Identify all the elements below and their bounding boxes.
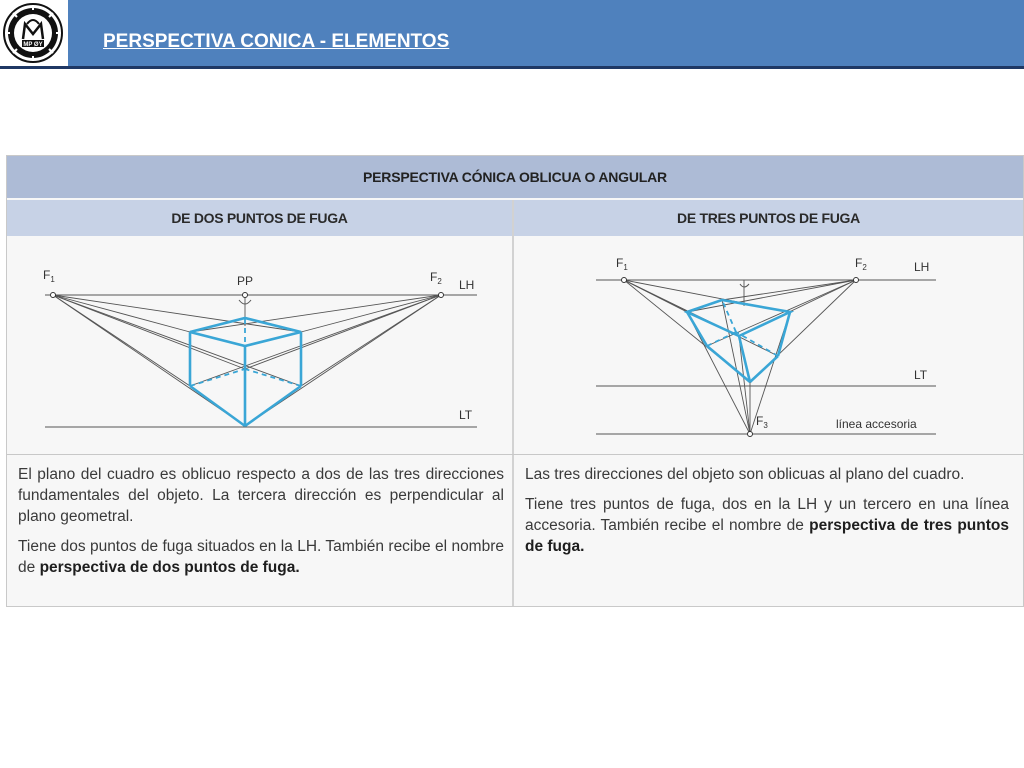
two-point-perspective-diagram xyxy=(7,236,512,454)
logo xyxy=(0,0,68,66)
label-lt: LT xyxy=(459,408,473,422)
description-two-points xyxy=(18,464,504,587)
perspective-figure xyxy=(6,155,1024,607)
label-f3: $F_3$ xyxy=(756,414,768,430)
section-divider xyxy=(7,454,1023,455)
label-f1: $F_1$ xyxy=(616,256,628,272)
label-f2: $F_2$ xyxy=(430,270,442,286)
description-three-points xyxy=(525,464,1009,566)
label-lh: LH xyxy=(459,278,475,292)
column-heading-two-points: DE DOS PUNTOS DE FUGA xyxy=(7,200,512,236)
page-title: PERSPECTIVA CONICA - ELEMENTOS xyxy=(103,31,450,52)
label-accessory-line: línea accesoria xyxy=(836,417,917,431)
label-f2: $F_2$ xyxy=(855,256,867,272)
seal-logo-icon xyxy=(2,2,64,64)
slide-header xyxy=(0,0,1024,69)
label-lh: LH xyxy=(914,260,930,274)
figure-title: PERSPECTIVA CÓNICA OBLICUA O ANGULAR xyxy=(7,156,1023,198)
label-f1: $F_1$ xyxy=(43,268,55,284)
logo-text: MP ØY xyxy=(23,42,43,48)
description-paragraph: Las tres direcciones del objeto son oblicuas al plano del cuadro. xyxy=(525,466,965,483)
label-pp: PP xyxy=(237,274,254,288)
description-paragraph: El plano del cuadro es oblicuo respecto a dos de las tres direcciones fundamentales del objeto. La tercera dirección es perpendicular al plano geometral. xyxy=(18,466,504,525)
description-paragraph: Tiene tres puntos de fuga, dos en la LH y un tercero en una línea accesoria. También recibe el nombre de perspectiva de tres puntos de fuga. xyxy=(525,496,1009,555)
description-paragraph: Tiene dos puntos de fuga situados en la LH. También recibe el nombre de perspectiva de dos puntos de fuga. xyxy=(18,538,504,576)
label-lt: LT xyxy=(914,368,928,382)
cube-shape xyxy=(190,318,301,426)
three-point-perspective-diagram xyxy=(514,236,1023,454)
column-heading-three-points: DE TRES PUNTOS DE FUGA xyxy=(514,200,1023,236)
